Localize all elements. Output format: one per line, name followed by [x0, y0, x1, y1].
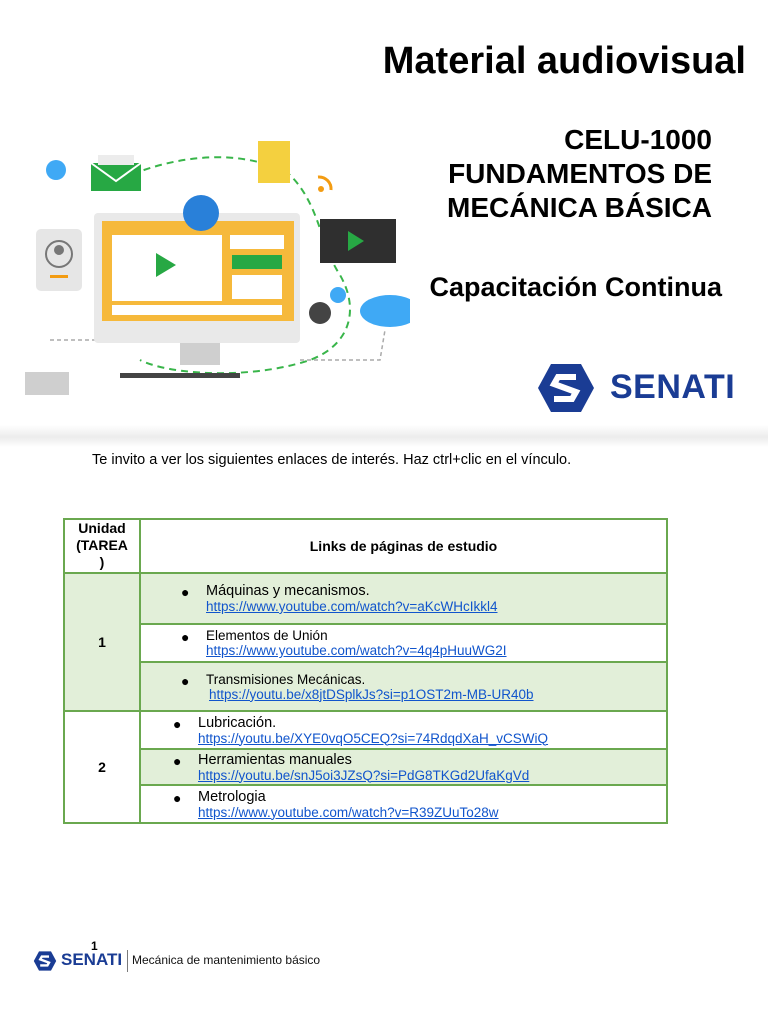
link-cell	[140, 749, 667, 785]
table-row	[64, 573, 667, 624]
bullet-icon: ●	[181, 672, 190, 689]
column-header-unit-line-2: (TAREA	[76, 537, 128, 553]
column-header-unit-line-1: Unidad	[78, 520, 126, 536]
link-cell	[140, 711, 667, 749]
link-label: Elementos de Unión	[206, 628, 328, 643]
bullet-icon: ●	[173, 715, 182, 732]
bullet-icon: ●	[173, 752, 182, 769]
senati-logo-text: SENATI	[610, 368, 736, 406]
page-subtitle: Capacitación Continua	[429, 272, 722, 302]
monitor-illustration	[20, 135, 410, 395]
senati-logo	[536, 362, 736, 418]
footer-brand: SENATI	[61, 950, 123, 969]
links-table	[63, 518, 668, 824]
link-cell	[140, 624, 667, 663]
senati-logo-icon	[536, 362, 596, 414]
bullet-icon: ●	[181, 629, 190, 645]
header-banner	[0, 0, 768, 440]
link-cell	[140, 662, 667, 711]
link-url[interactable]: https://youtu.be/XYE0vqO5CEQ?si=74RdqdXaH_vCSWiQ	[198, 730, 549, 746]
page-number: 1	[91, 939, 98, 953]
link-url[interactable]: https://youtu.be/snJ5oi3JZsQ?si=PdG8TKGd2UfaKgVd	[198, 767, 530, 783]
link-url[interactable]: https://www.youtube.com/watch?v=R39ZUuTo28w	[198, 804, 499, 820]
course-code: CELU-1000	[564, 124, 712, 155]
banner-shadow	[0, 425, 768, 447]
column-header-links: Links de páginas de estudio	[140, 519, 667, 573]
table-row	[64, 624, 667, 663]
unit-number-1: 1	[64, 573, 140, 711]
intro-text: Te invito a ver los siguientes enlaces de interés. Haz ctrl+clic en el vínculo.	[92, 452, 572, 468]
link-label: Transmisiones Mecánicas.	[206, 671, 366, 687]
course-name-line-1: FUNDAMENTOS DE	[448, 158, 712, 189]
table-row	[64, 785, 667, 823]
bullet-icon: ●	[181, 583, 190, 600]
table-row	[64, 749, 667, 785]
link-label: Metrologia	[198, 788, 266, 805]
footer-text: Mecánica de mantenimiento básico	[132, 953, 321, 967]
column-header-unit	[64, 519, 140, 573]
footer-divider	[127, 950, 128, 972]
link-url[interactable]: https://www.youtube.com/watch?v=aKcWHcIkkl4	[206, 598, 498, 614]
bullet-icon: ●	[173, 789, 182, 806]
table-header-row	[64, 519, 667, 573]
link-url[interactable]: https://www.youtube.com/watch?v=4q4pHuuWG2I	[206, 643, 507, 658]
link-label: Herramientas manuales	[198, 751, 352, 768]
link-label: Lubricación.	[198, 714, 277, 731]
link-cell	[140, 785, 667, 823]
page-title: Material audiovisual	[382, 40, 746, 82]
link-label: Máquinas y mecanismos.	[206, 582, 370, 599]
link-cell	[140, 573, 667, 624]
table-row	[64, 662, 667, 711]
unit-number-2: 2	[64, 711, 140, 823]
footer-senati-logo	[33, 950, 123, 974]
course-name-line-2: MECÁNICA BÁSICA	[447, 192, 712, 223]
senati-logo-icon	[33, 950, 57, 972]
course-heading	[447, 123, 712, 225]
column-header-unit-line-3: )	[99, 554, 105, 570]
link-url[interactable]: https://youtu.be/x8jtDSplkJs?si=p1OST2m-MB-UR40b	[209, 686, 534, 702]
table-row	[64, 711, 667, 749]
